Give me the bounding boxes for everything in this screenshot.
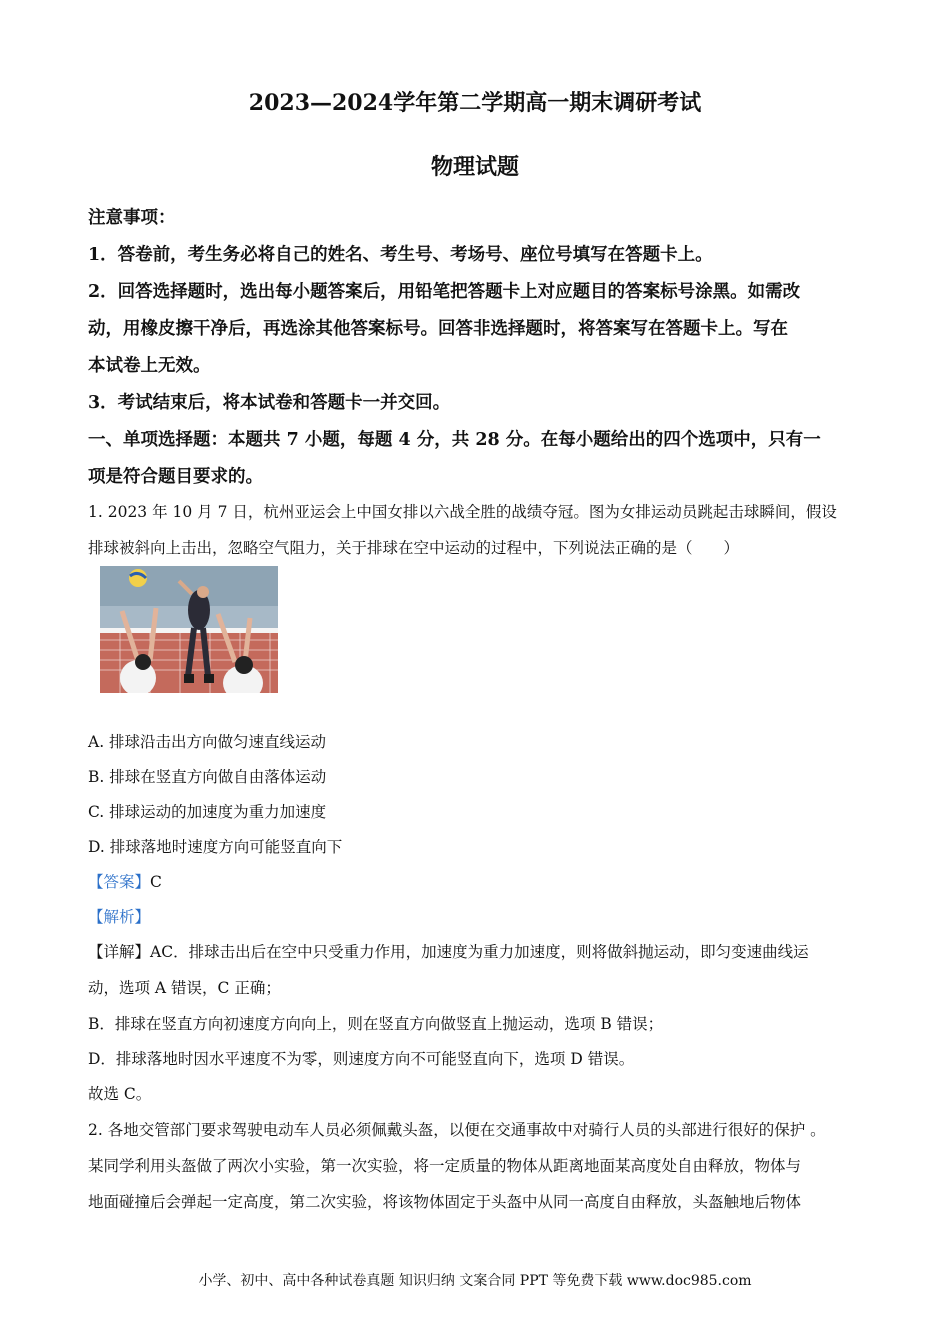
q1-option-b: B. 排球在竖直方向做自由落体运动 <box>88 768 327 786</box>
q1-conclusion: 故选 C。 <box>88 1085 152 1103</box>
q2-stem-line-3: 地面碰撞后会弹起一定高度，第二次实验，将该物体固定于头盔中从同一高度自由释放，头盔触地后物体 <box>88 1193 802 1211</box>
notice-item-3: 3．考试结束后，将本试卷和答题卡一并交回。 <box>88 393 451 413</box>
q2-stem-line-2: 某同学利用头盔做了两次小实验，第一次实验，将一定质量的物体从距离地面某高度处自由释放，物体与 <box>88 1157 802 1175</box>
q2-stem-line-1: 2. 各地交管部门要求驾驶电动车人员必须佩戴头盔，以便在交通事故中对骑行人员的头部进行很好的保护 。 <box>88 1121 826 1139</box>
page-footer: 小学、初中、高中各种试卷真题 知识归纳 文案合同 PPT 等免费下载 www.doc985.com <box>198 1273 752 1289</box>
exam-title: 2023—2024学年第二学期高一期末调研考试 <box>248 90 702 116</box>
detail-line-1 <box>88 940 878 962</box>
q1-option-a: A. 排球沿击出方向做匀速直线运动 <box>88 733 327 751</box>
detail-line-2: 动，选项 A 错误，C 正确； <box>88 979 281 997</box>
detail-tag: 【详解】 <box>88 943 151 961</box>
answer-value: C <box>150 873 162 891</box>
q1-stem-line-2: 排球被斜向上击出，忽略空气阻力，关于排球在空中运动的过程中，下列说法正确的是（ ） <box>88 539 740 557</box>
q1-option-c: C. 排球运动的加速度为重力加速度 <box>88 803 327 821</box>
notice-heading: 注意事项： <box>88 208 176 228</box>
detail-line-4: D．排球落地时因水平速度不为零，则速度方向不可能竖直向下，选项 D 错误。 <box>88 1050 635 1068</box>
detail-text-1: AC．排球击出后在空中只受重力作用，加速度为重力加速度，则将做斜抛运动，即匀变速曲线运 <box>150 943 809 961</box>
analysis-tag: 【解析】 <box>88 908 151 926</box>
answer-tag: 【答案】 <box>88 873 151 891</box>
notice-item-1: 1．答卷前，考生务必将自己的姓名、考生号、考场号、座位号填写在答题卡上。 <box>88 245 713 265</box>
exam-subject: 物理试题 <box>430 154 519 180</box>
q1-option-d: D. 排球落地时速度方向可能竖直向下 <box>88 838 343 856</box>
section-heading-line-2: 项是符合题目要求的。 <box>88 467 263 487</box>
volleyball-photo <box>100 566 278 693</box>
notice-item-2-line-3: 本试卷上无效。 <box>88 356 211 376</box>
q1-stem-line-1: 1. 2023 年 10 月 7 日，杭州亚运会上中国女排以六战全胜的战绩夺冠。图为女排运动员跳起击球瞬间，假设 <box>88 503 837 521</box>
notice-item-2-line-2: 动，用橡皮擦干净后，再选涂其他答案标号。回答非选择题时，将答案写在答题卡上。写在 <box>88 319 788 339</box>
notice-item-2-line-1: 2．回答选择题时，选出每小题答案后，用铅笔把答题卡上对应题目的答案标号涂黑。如需改 <box>88 282 801 302</box>
detail-line-3: B．排球在竖直方向初速度方向向上，则在竖直方向做竖直上抛运动，选项 B 错误； <box>88 1015 664 1033</box>
q1-answer <box>88 870 878 892</box>
section-heading-line-1: 一、单项选择题：本题共 7 小题，每题 4 分，共 28 分。在每小题给出的四个选项中，只有一 <box>88 430 821 450</box>
